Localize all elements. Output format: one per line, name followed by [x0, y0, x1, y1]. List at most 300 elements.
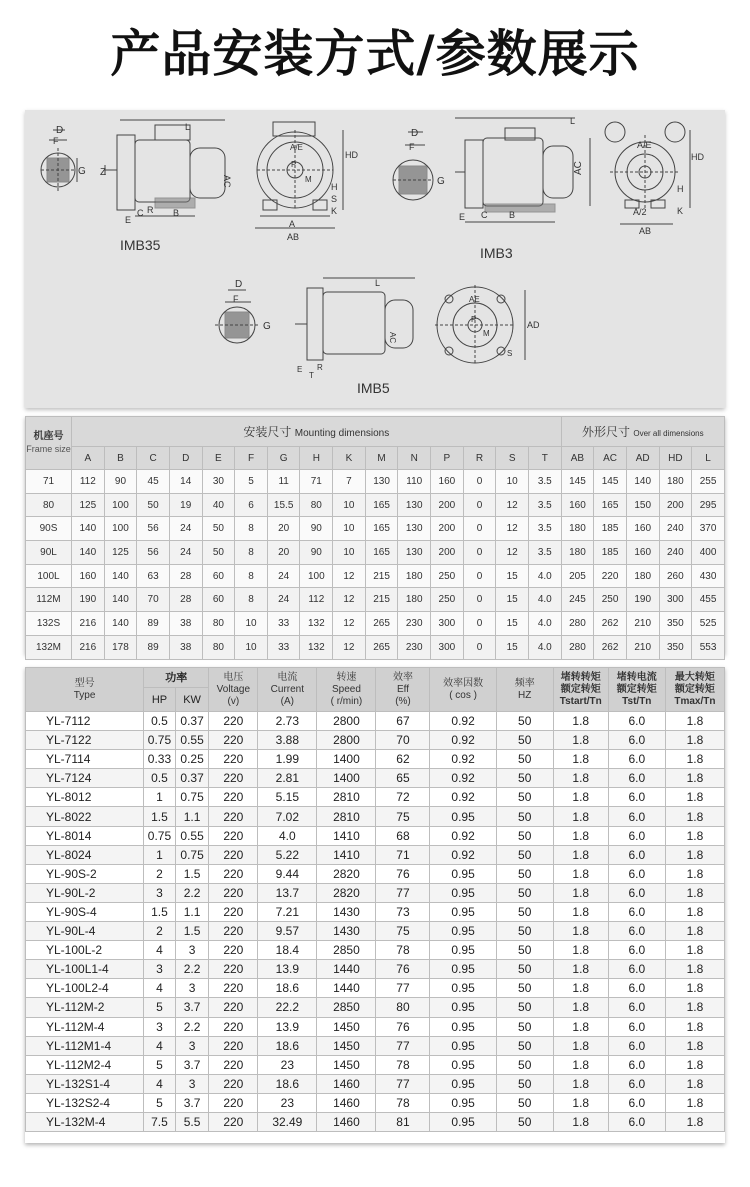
power-factor-cell: 0.92 — [430, 826, 496, 845]
current-header-en: Current — [270, 683, 305, 695]
max-torque-cell: 1.8 — [665, 998, 724, 1017]
frequency-cell: 50 — [496, 1055, 553, 1074]
power-factor-cell: 0.95 — [430, 960, 496, 979]
dim-cell: 0 — [463, 541, 496, 565]
voltage-cell: 220 — [209, 941, 258, 960]
label-K-imb3: K — [677, 206, 684, 216]
dim-cell: 255 — [692, 470, 725, 494]
dim-cell: 30 — [202, 470, 235, 494]
current-cell: 1.99 — [258, 750, 317, 769]
dim-cell: 12 — [496, 493, 529, 517]
frequency-cell: 50 — [496, 731, 553, 750]
efficiency-cell: 73 — [376, 902, 430, 921]
dim-cell: 100 — [300, 564, 333, 588]
current-cell: 9.44 — [258, 864, 317, 883]
dim-cell: 165 — [365, 517, 398, 541]
frequency-cell: 50 — [496, 845, 553, 864]
dim-cell: 50 — [202, 517, 235, 541]
dim-cell: 200 — [659, 493, 692, 517]
dim-cell: 265 — [365, 612, 398, 636]
starting-current-cell: 6.0 — [608, 788, 665, 807]
model-cell: YL-90L-4 — [26, 922, 144, 941]
performance-row — [26, 883, 725, 902]
label-D-imb3: D — [411, 128, 419, 139]
dim-table-row — [26, 517, 725, 541]
performance-row — [26, 1112, 725, 1131]
voltage-cell: 220 — [209, 788, 258, 807]
model-cell: YL-7122 — [26, 731, 144, 750]
model-cell: YL-7124 — [26, 769, 144, 788]
label-S-imb35: S — [331, 194, 338, 204]
dim-col-header: HD — [659, 447, 692, 470]
voltage-cell: 220 — [209, 1112, 258, 1131]
starting-torque-cell: 1.8 — [553, 788, 608, 807]
dim-col-header: K — [333, 447, 366, 470]
speed-header-unit: ( r/min) — [330, 695, 363, 707]
dim-col-header: L — [692, 447, 725, 470]
power-factor-cell: 0.95 — [430, 979, 496, 998]
performance-row — [26, 1074, 725, 1093]
current-header-unit: (A) — [280, 695, 295, 707]
dim-cell: 300 — [431, 635, 464, 659]
starting-current-cell: 6.0 — [608, 864, 665, 883]
label-D-imb5: D — [235, 279, 243, 290]
max-torque-cell: 1.8 — [665, 807, 724, 826]
efficiency-cell: 76 — [376, 864, 430, 883]
dim-cell: 38 — [169, 612, 202, 636]
overall-header-cn: 外形尺寸 — [582, 425, 631, 439]
dim-cell: 245 — [561, 588, 594, 612]
efficiency-cell: 81 — [376, 1112, 430, 1131]
starting-torque-cell: 1.8 — [553, 712, 608, 731]
dim-cell: 160 — [626, 517, 659, 541]
dim-cell: 24 — [169, 517, 202, 541]
starting-current-cell: 6.0 — [608, 883, 665, 902]
current-cell: 13.9 — [258, 1017, 317, 1036]
label-AC: AC — [222, 175, 232, 188]
hp-cell: 2 — [144, 864, 176, 883]
max-torque-header-en: Tmax/Tn — [674, 695, 716, 707]
max-torque-cell: 1.8 — [665, 845, 724, 864]
label-AB-imb3: AB — [639, 226, 652, 236]
frequency-cell: 50 — [496, 769, 553, 788]
efficiency-header-en: Eff — [396, 683, 409, 695]
hp-cell: 5 — [144, 1055, 176, 1074]
speed-cell: 1450 — [317, 1055, 376, 1074]
dim-cell: 130 — [398, 517, 431, 541]
dim-cell: 28 — [169, 564, 202, 588]
hp-header: HP — [144, 688, 176, 712]
starting-current-cell: 6.0 — [608, 1093, 665, 1112]
max-torque-cell: 1.8 — [665, 960, 724, 979]
label-B: B — [173, 208, 180, 218]
model-cell: YL-90S-2 — [26, 864, 144, 883]
label-P-imb35: P — [291, 160, 297, 169]
label-HD-imb35: HD — [345, 150, 358, 160]
frequency-cell: 50 — [496, 883, 553, 902]
label-AB-imb35: AB — [287, 232, 300, 242]
dim-cell: 90 — [300, 517, 333, 541]
performance-row — [26, 902, 725, 921]
starting-current-header — [608, 668, 665, 712]
speed-cell: 1400 — [317, 769, 376, 788]
performance-row — [26, 922, 725, 941]
dim-cell: 100 — [104, 493, 137, 517]
frequency-cell: 50 — [496, 1017, 553, 1036]
starting-current-cell: 6.0 — [608, 1074, 665, 1093]
speed-cell: 2800 — [317, 712, 376, 731]
dim-cell: 56 — [137, 541, 170, 565]
model-cell: YL-7114 — [26, 750, 144, 769]
efficiency-cell: 80 — [376, 998, 430, 1017]
dim-cell: 33 — [267, 612, 300, 636]
efficiency-cell: 76 — [376, 1017, 430, 1036]
kw-cell: 2.2 — [175, 960, 209, 979]
label-G: G — [78, 166, 86, 177]
max-torque-cell: 1.8 — [665, 902, 724, 921]
label-F: F — [53, 136, 59, 146]
dim-cell: 100 — [104, 517, 137, 541]
frame-size-cell: 90S — [26, 517, 72, 541]
dim-cell: 110 — [398, 470, 431, 494]
dim-cell: 400 — [692, 541, 725, 565]
speed-cell: 1450 — [317, 1036, 376, 1055]
kw-cell: 0.55 — [175, 826, 209, 845]
kw-cell: 3 — [175, 1036, 209, 1055]
frame-size-header-en: Frame size — [26, 444, 71, 454]
current-cell: 23 — [258, 1055, 317, 1074]
starting-torque-cell: 1.8 — [553, 960, 608, 979]
speed-cell: 2820 — [317, 883, 376, 902]
dim-cell: 50 — [137, 493, 170, 517]
current-cell: 18.6 — [258, 1074, 317, 1093]
efficiency-cell: 70 — [376, 731, 430, 750]
hp-cell: 1 — [144, 788, 176, 807]
hp-cell: 4 — [144, 941, 176, 960]
starting-torque-cell: 1.8 — [553, 769, 608, 788]
dim-cell: 15 — [496, 612, 529, 636]
current-cell: 2.81 — [258, 769, 317, 788]
power-factor-cell: 0.95 — [430, 1093, 496, 1112]
dim-cell: 7 — [333, 470, 366, 494]
efficiency-cell: 68 — [376, 826, 430, 845]
power-factor-cell: 0.95 — [430, 1112, 496, 1131]
hp-cell: 2 — [144, 922, 176, 941]
dim-cell: 140 — [104, 588, 137, 612]
speed-header-en: Speed — [331, 683, 361, 695]
kw-cell: 1.5 — [175, 864, 209, 883]
dim-col-header: AC — [594, 447, 627, 470]
label-A2-imb3: A/2 — [633, 207, 647, 217]
voltage-cell: 220 — [209, 769, 258, 788]
dim-cell: 4.0 — [528, 588, 561, 612]
dim-cell: 71 — [300, 470, 333, 494]
kw-cell: 3 — [175, 979, 209, 998]
efficiency-cell: 62 — [376, 750, 430, 769]
max-torque-cell: 1.8 — [665, 826, 724, 845]
dim-cell: 0 — [463, 517, 496, 541]
label-C: C — [137, 208, 144, 218]
label-G-imb3: G — [437, 176, 445, 187]
dim-cell: 10 — [496, 470, 529, 494]
voltage-cell: 220 — [209, 712, 258, 731]
max-torque-cell: 1.8 — [665, 1017, 724, 1036]
mounting-header-en: Mounting dimensions — [294, 428, 390, 439]
power-factor-cell: 0.92 — [430, 750, 496, 769]
voltage-cell: 220 — [209, 826, 258, 845]
speed-cell: 1450 — [317, 1017, 376, 1036]
dim-cell: 130 — [365, 470, 398, 494]
dim-col-header: AB — [561, 447, 594, 470]
dim-table-row — [26, 470, 725, 494]
label-C-imb3: C — [481, 210, 488, 220]
starting-torque-header-en: Tstart/Tn — [559, 695, 602, 707]
max-torque-header — [665, 668, 724, 712]
dim-cell: 180 — [626, 564, 659, 588]
performance-row — [26, 941, 725, 960]
voltage-cell: 220 — [209, 807, 258, 826]
dim-cell: 8 — [235, 517, 268, 541]
dim-cell: 50 — [202, 541, 235, 565]
dim-cell: 160 — [431, 470, 464, 494]
power-factor-cell: 0.95 — [430, 902, 496, 921]
dim-col-header: AD — [626, 447, 659, 470]
label-imb5: IMB5 — [357, 380, 390, 396]
model-cell: YL-100L1-4 — [26, 960, 144, 979]
dim-cell: 430 — [692, 564, 725, 588]
starting-torque-cell: 1.8 — [553, 864, 608, 883]
dim-cell: 300 — [659, 588, 692, 612]
performance-row — [26, 960, 725, 979]
max-torque-cell: 1.8 — [665, 769, 724, 788]
current-cell: 32.49 — [258, 1112, 317, 1131]
dim-cell: 14 — [169, 470, 202, 494]
performance-row — [26, 1017, 725, 1036]
dim-cell: 132 — [300, 635, 333, 659]
max-torque-cell: 1.8 — [665, 1093, 724, 1112]
dim-cell: 8 — [235, 588, 268, 612]
performance-row — [26, 769, 725, 788]
label-imb3: IMB3 — [480, 245, 513, 261]
current-cell: 18.6 — [258, 1036, 317, 1055]
speed-cell: 1440 — [317, 979, 376, 998]
dim-cell: 165 — [365, 541, 398, 565]
starting-torque-cell: 1.8 — [553, 941, 608, 960]
label-AC-imb5: AC — [388, 332, 397, 344]
label-K-imb35: K — [331, 206, 338, 216]
dim-cell: 230 — [398, 635, 431, 659]
performance-row — [26, 998, 725, 1017]
hp-cell: 0.5 — [144, 769, 176, 788]
power-factor-cell: 0.95 — [430, 1036, 496, 1055]
frequency-header — [496, 668, 553, 712]
speed-cell: 1410 — [317, 826, 376, 845]
dim-col-header: S — [496, 447, 529, 470]
dim-cell: 3.5 — [528, 493, 561, 517]
dim-cell: 19 — [169, 493, 202, 517]
kw-cell: 3.7 — [175, 1055, 209, 1074]
dim-cell: 40 — [202, 493, 235, 517]
dim-col-header: E — [202, 447, 235, 470]
starting-torque-header-cn2: 额定转矩 — [560, 683, 601, 695]
model-cell: YL-112M-4 — [26, 1017, 144, 1036]
dim-cell: 140 — [72, 541, 105, 565]
power-factor-header-unit: ( cos ) — [449, 689, 477, 701]
label-G-imb5: G — [263, 321, 271, 332]
mounting-dimensions-header — [72, 417, 562, 447]
dim-col-header: P — [431, 447, 464, 470]
speed-cell: 1400 — [317, 750, 376, 769]
dim-cell: 216 — [72, 635, 105, 659]
dim-cell: 180 — [398, 564, 431, 588]
speed-cell: 1460 — [317, 1074, 376, 1093]
dim-cell: 130 — [398, 493, 431, 517]
label-imb35: IMB35 — [120, 237, 161, 253]
dim-col-header: A — [72, 447, 105, 470]
dim-cell: 33 — [267, 635, 300, 659]
label-M-imb35: M — [305, 175, 312, 184]
max-torque-cell: 1.8 — [665, 1074, 724, 1093]
hp-cell: 1.5 — [144, 807, 176, 826]
dim-cell: 4.0 — [528, 612, 561, 636]
voltage-cell: 220 — [209, 750, 258, 769]
imb3-side-view — [455, 118, 590, 222]
mounting-header-cn: 安装尺寸 — [243, 425, 292, 439]
voltage-cell: 220 — [209, 1017, 258, 1036]
kw-cell: 3.7 — [175, 998, 209, 1017]
dim-cell: 180 — [398, 588, 431, 612]
frequency-cell: 50 — [496, 807, 553, 826]
dim-col-header: R — [463, 447, 496, 470]
hp-cell: 3 — [144, 960, 176, 979]
dim-cell: 6 — [235, 493, 268, 517]
speed-cell: 2820 — [317, 864, 376, 883]
current-cell: 18.6 — [258, 979, 317, 998]
model-cell: YL-112M-2 — [26, 998, 144, 1017]
dim-cell: 160 — [626, 541, 659, 565]
hp-cell: 1.5 — [144, 902, 176, 921]
current-header-cn: 电流 — [277, 671, 298, 683]
dim-col-header: H — [300, 447, 333, 470]
dim-col-header: D — [169, 447, 202, 470]
label-AD-imb5: AD — [527, 320, 540, 330]
label-AE-imb5: AE — [469, 295, 480, 304]
starting-current-cell: 6.0 — [608, 826, 665, 845]
model-cell: YL-112M1-4 — [26, 1036, 144, 1055]
dim-cell: 132 — [300, 612, 333, 636]
dim-cell: 3.5 — [528, 541, 561, 565]
dim-cell: 8 — [235, 541, 268, 565]
dim-cell: 215 — [365, 588, 398, 612]
hp-cell: 0.75 — [144, 826, 176, 845]
starting-torque-header — [553, 668, 608, 712]
voltage-cell: 220 — [209, 1074, 258, 1093]
dim-cell: 90 — [104, 470, 137, 494]
efficiency-cell: 77 — [376, 883, 430, 902]
max-torque-cell: 1.8 — [665, 788, 724, 807]
voltage-header-cn: 电压 — [223, 671, 244, 683]
starting-current-cell: 6.0 — [608, 769, 665, 788]
voltage-cell: 220 — [209, 922, 258, 941]
power-factor-cell: 0.95 — [430, 883, 496, 902]
efficiency-cell: 72 — [376, 788, 430, 807]
performance-table — [25, 667, 725, 1143]
dim-cell: 0 — [463, 588, 496, 612]
power-factor-cell: 0.95 — [430, 1055, 496, 1074]
voltage-cell: 220 — [209, 1093, 258, 1112]
dim-cell: 185 — [594, 541, 627, 565]
dim-col-header: T — [528, 447, 561, 470]
dim-cell: 60 — [202, 588, 235, 612]
frequency-header-cn: 频率 — [514, 677, 535, 689]
kw-cell: 0.75 — [175, 845, 209, 864]
current-cell: 23 — [258, 1093, 317, 1112]
dim-cell: 262 — [594, 612, 627, 636]
dim-cell: 262 — [594, 635, 627, 659]
speed-cell: 1460 — [317, 1093, 376, 1112]
starting-current-cell: 6.0 — [608, 941, 665, 960]
performance-row — [26, 750, 725, 769]
performance-row — [26, 979, 725, 998]
kw-cell: 3 — [175, 1074, 209, 1093]
starting-current-cell: 6.0 — [608, 922, 665, 941]
hp-cell: 0.33 — [144, 750, 176, 769]
current-cell: 13.7 — [258, 883, 317, 902]
dim-cell: 205 — [561, 564, 594, 588]
efficiency-header — [376, 668, 430, 712]
dim-cell: 12 — [333, 564, 366, 588]
efficiency-cell: 71 — [376, 845, 430, 864]
voltage-cell: 220 — [209, 731, 258, 750]
dim-table-row — [26, 588, 725, 612]
current-cell: 7.02 — [258, 807, 317, 826]
power-factor-cell: 0.95 — [430, 998, 496, 1017]
speed-cell: 1430 — [317, 902, 376, 921]
starting-current-cell: 6.0 — [608, 731, 665, 750]
kw-cell: 2.2 — [175, 883, 209, 902]
model-cell: YL-8022 — [26, 807, 144, 826]
label-R-imb5: R — [317, 363, 323, 372]
overall-header-en: Over all dimensions — [633, 429, 704, 438]
type-header-cn: 型号 — [74, 677, 95, 689]
frequency-cell: 50 — [496, 1093, 553, 1112]
starting-torque-cell: 1.8 — [553, 750, 608, 769]
model-cell: YL-100L-2 — [26, 941, 144, 960]
max-torque-cell: 1.8 — [665, 883, 724, 902]
dim-cell: 89 — [137, 612, 170, 636]
current-cell: 22.2 — [258, 998, 317, 1017]
dim-cell: 38 — [169, 635, 202, 659]
dim-cell: 60 — [202, 564, 235, 588]
dim-cell: 140 — [104, 612, 137, 636]
power-factor-cell: 0.95 — [430, 922, 496, 941]
dim-cell: 3.5 — [528, 470, 561, 494]
model-cell: YL-8014 — [26, 826, 144, 845]
label-H-imb35: H — [331, 182, 338, 192]
dim-cell: 160 — [561, 493, 594, 517]
voltage-cell: 220 — [209, 998, 258, 1017]
voltage-cell: 220 — [209, 960, 258, 979]
label-HD-imb3: HD — [691, 152, 704, 162]
dim-cell: 240 — [659, 541, 692, 565]
kw-cell: 0.25 — [175, 750, 209, 769]
dim-cell: 200 — [431, 541, 464, 565]
label-F-imb3: F — [409, 142, 415, 152]
dim-cell: 220 — [594, 564, 627, 588]
dim-cell: 15 — [496, 564, 529, 588]
performance-row — [26, 731, 725, 750]
voltage-header — [209, 668, 258, 712]
